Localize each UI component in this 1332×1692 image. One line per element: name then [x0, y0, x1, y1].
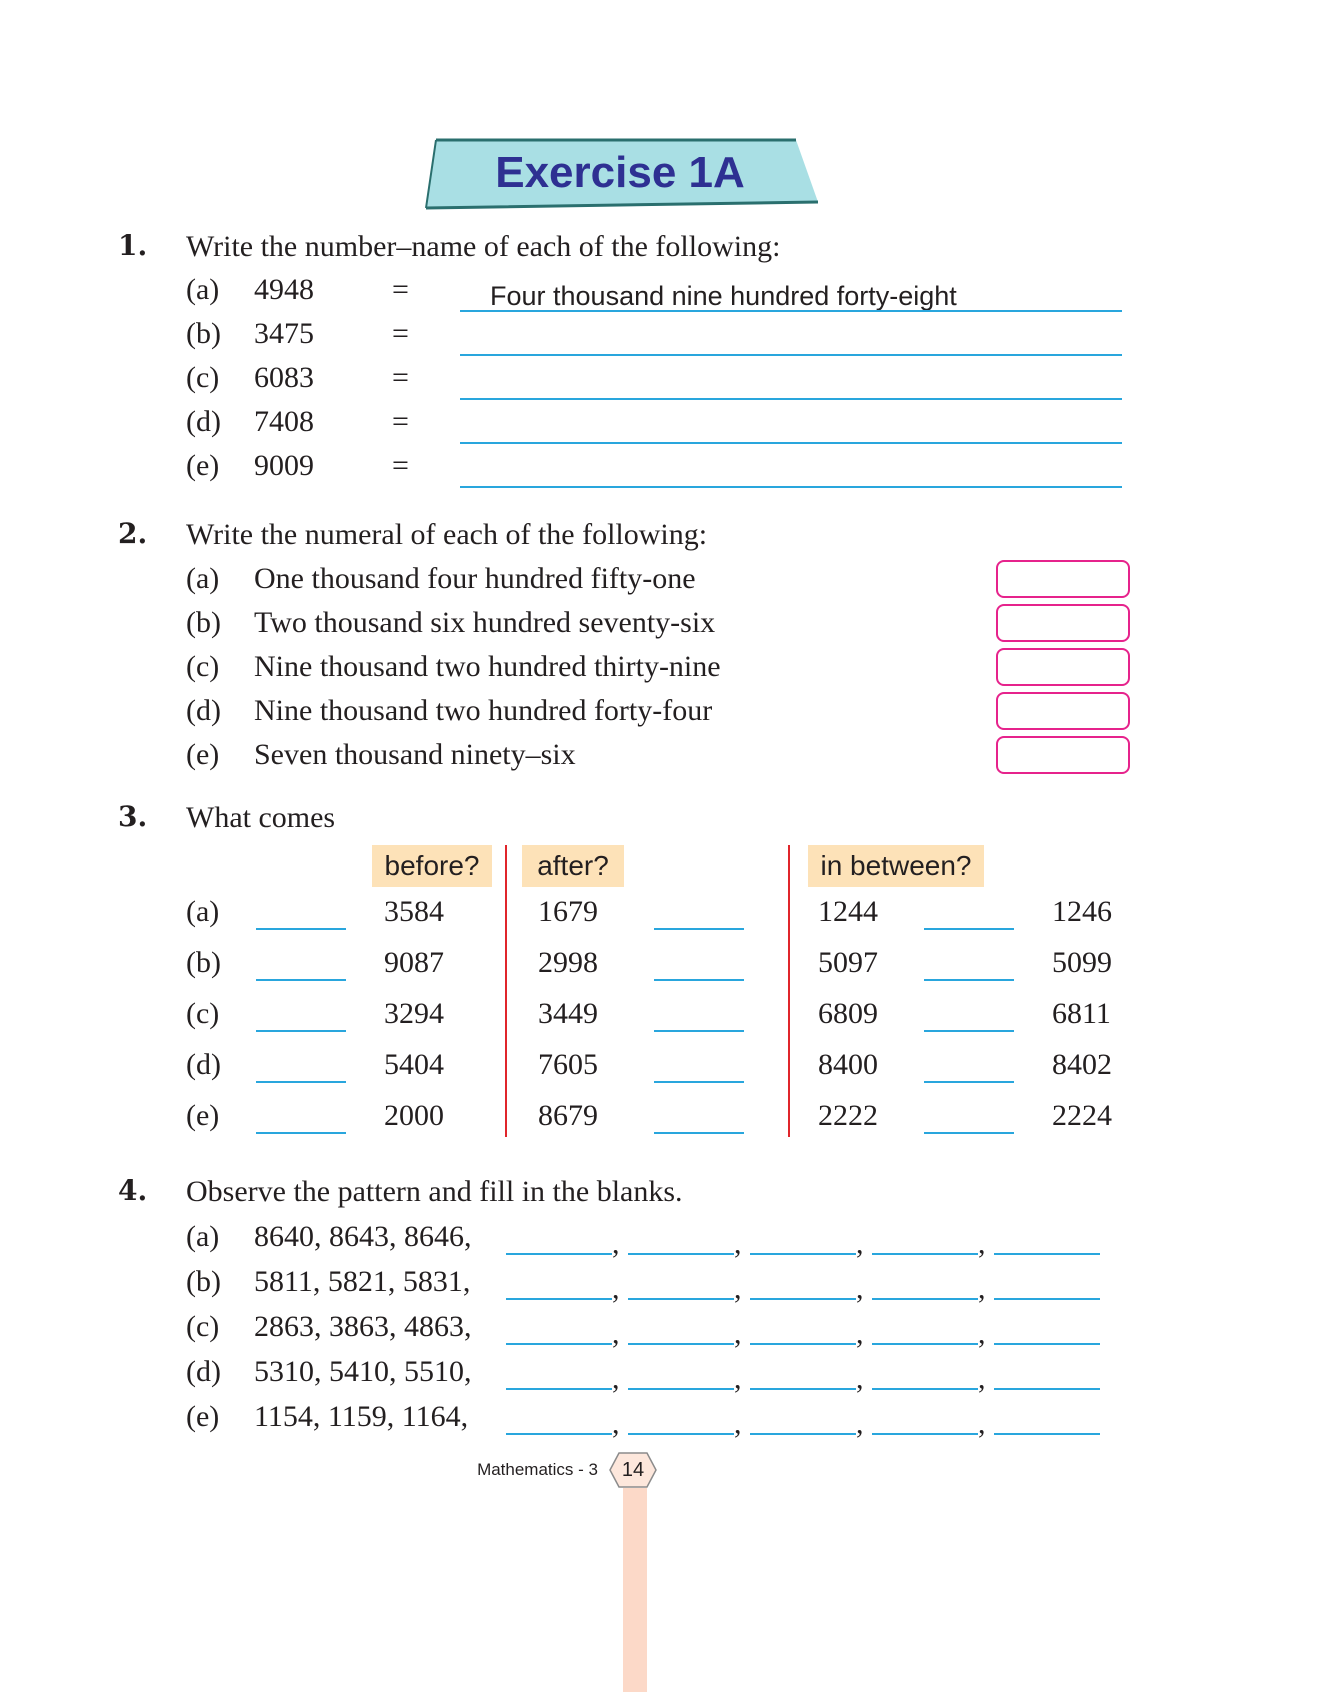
- between-high: 2224: [1052, 1099, 1112, 1132]
- header-before: before?: [372, 845, 492, 887]
- item-label: (b): [186, 606, 221, 639]
- equals-sign: =: [392, 317, 409, 350]
- pattern-blank[interactable]: [628, 1343, 734, 1345]
- comma: ,: [978, 1362, 986, 1395]
- item-number: 3475: [254, 317, 314, 350]
- question-number: 1.: [118, 229, 148, 262]
- question-instruction: Observe the pattern and fill in the blanks.: [186, 1175, 683, 1208]
- after-number: 1679: [538, 895, 598, 928]
- pattern-blank[interactable]: [628, 1298, 734, 1300]
- item-label: (c): [186, 1310, 220, 1343]
- item-label: (e): [186, 1400, 220, 1433]
- answer-box[interactable]: [996, 736, 1130, 774]
- item-text: One thousand four hundred fifty-one: [254, 562, 696, 595]
- between-high: 6811: [1052, 997, 1111, 1030]
- pattern-blank[interactable]: [750, 1298, 856, 1300]
- pattern-blank[interactable]: [994, 1433, 1100, 1435]
- page-tab-strip: [623, 1488, 647, 1692]
- before-blank[interactable]: [256, 979, 346, 981]
- comma: ,: [612, 1317, 620, 1350]
- item-label: (d): [186, 1355, 221, 1388]
- comma: ,: [856, 1362, 864, 1395]
- pattern-blank[interactable]: [750, 1433, 856, 1435]
- pattern-blank[interactable]: [872, 1433, 978, 1435]
- item-label: (a): [186, 1220, 220, 1253]
- comma: ,: [978, 1227, 986, 1260]
- item-text: Two thousand six hundred seventy-six: [254, 606, 716, 639]
- answer-text: Four thousand nine hundred forty-eight: [490, 281, 957, 311]
- item-number: 4948: [254, 273, 314, 306]
- equals-sign: =: [392, 449, 409, 482]
- column-divider: [788, 845, 790, 1137]
- item-number: 6083: [254, 361, 314, 394]
- sequence-text: 5310, 5410, 5510,: [254, 1355, 472, 1388]
- between-blank[interactable]: [924, 1132, 1014, 1134]
- pattern-blank[interactable]: [994, 1298, 1100, 1300]
- item-label: (c): [186, 650, 220, 683]
- pattern-blank[interactable]: [872, 1298, 978, 1300]
- sequence-text: 5811, 5821, 5831,: [254, 1265, 471, 1298]
- between-blank[interactable]: [924, 1081, 1014, 1083]
- after-number: 3449: [538, 997, 598, 1030]
- before-blank[interactable]: [256, 1081, 346, 1083]
- before-blank[interactable]: [256, 1030, 346, 1032]
- answer-line[interactable]: [460, 486, 1122, 488]
- comma: ,: [856, 1272, 864, 1305]
- before-number: 5404: [384, 1048, 444, 1081]
- pattern-blank[interactable]: [506, 1253, 612, 1255]
- pattern-blank[interactable]: [872, 1388, 978, 1390]
- header-between: in between?: [808, 845, 984, 887]
- pattern-blank[interactable]: [872, 1253, 978, 1255]
- question-instruction: Write the numeral of each of the following:: [186, 518, 708, 551]
- sequence-text: 2863, 3863, 4863,: [254, 1310, 472, 1343]
- answer-box[interactable]: [996, 560, 1130, 598]
- between-high: 8402: [1052, 1048, 1112, 1081]
- between-blank[interactable]: [924, 1030, 1014, 1032]
- comma: ,: [734, 1407, 742, 1440]
- before-number: 3294: [384, 997, 444, 1030]
- comma: ,: [856, 1227, 864, 1260]
- after-blank[interactable]: [654, 979, 744, 981]
- question-number: 3.: [118, 800, 148, 833]
- pattern-blank[interactable]: [628, 1388, 734, 1390]
- item-label: (b): [186, 317, 221, 350]
- page-title: Exercise 1A: [495, 148, 745, 197]
- between-low: 2222: [818, 1099, 878, 1132]
- header-after: after?: [522, 845, 624, 887]
- item-number: 7408: [254, 405, 314, 438]
- after-number: 2998: [538, 946, 598, 979]
- sequence-text: 8640, 8643, 8646,: [254, 1220, 472, 1253]
- pattern-blank[interactable]: [750, 1343, 856, 1345]
- answer-line[interactable]: [460, 310, 1122, 312]
- comma: ,: [734, 1317, 742, 1350]
- comma: ,: [978, 1272, 986, 1305]
- item-text: Seven thousand ninety–six: [254, 738, 576, 771]
- pattern-blank[interactable]: [506, 1388, 612, 1390]
- before-blank[interactable]: [256, 1132, 346, 1134]
- equals-sign: =: [392, 405, 409, 438]
- between-low: 6809: [818, 997, 878, 1030]
- item-label: (a): [186, 273, 220, 306]
- pattern-blank[interactable]: [628, 1433, 734, 1435]
- answer-line[interactable]: [460, 442, 1122, 444]
- before-number: 9087: [384, 946, 444, 979]
- item-number: 9009: [254, 449, 314, 482]
- question-instruction: Write the number–name of each of the following:: [186, 230, 781, 263]
- pattern-blank[interactable]: [994, 1253, 1100, 1255]
- comma: ,: [612, 1407, 620, 1440]
- book-title: Mathematics - 3: [477, 1460, 598, 1479]
- before-number: 2000: [384, 1099, 444, 1132]
- after-blank[interactable]: [654, 1030, 744, 1032]
- between-high: 5099: [1052, 946, 1112, 979]
- item-label: (b): [186, 1265, 221, 1298]
- answer-line[interactable]: [460, 354, 1122, 356]
- between-low: 1244: [818, 895, 878, 928]
- item-label: (b): [186, 946, 221, 979]
- item-label: (d): [186, 694, 221, 727]
- comma: ,: [978, 1407, 986, 1440]
- comma: ,: [856, 1407, 864, 1440]
- item-label: (a): [186, 562, 220, 595]
- comma: ,: [612, 1227, 620, 1260]
- pattern-blank[interactable]: [506, 1298, 612, 1300]
- comma: ,: [612, 1362, 620, 1395]
- pattern-blank[interactable]: [750, 1388, 856, 1390]
- item-label: (e): [186, 1099, 220, 1132]
- pattern-blank[interactable]: [994, 1343, 1100, 1345]
- after-blank[interactable]: [654, 928, 744, 930]
- equals-sign: =: [392, 273, 409, 306]
- item-label: (d): [186, 405, 221, 438]
- item-label: (a): [186, 895, 220, 928]
- item-text: Nine thousand two hundred thirty-nine: [254, 650, 721, 683]
- question-number: 2.: [118, 517, 148, 550]
- item-label: (c): [186, 997, 220, 1030]
- comma: ,: [978, 1317, 986, 1350]
- item-label: (d): [186, 1048, 221, 1081]
- before-number: 3584: [384, 895, 444, 928]
- pattern-blank[interactable]: [872, 1343, 978, 1345]
- pattern-blank[interactable]: [628, 1253, 734, 1255]
- pattern-blank[interactable]: [750, 1253, 856, 1255]
- between-blank[interactable]: [924, 979, 1014, 981]
- between-low: 8400: [818, 1048, 878, 1081]
- before-blank[interactable]: [256, 928, 346, 930]
- answer-line[interactable]: [460, 398, 1122, 400]
- item-label: (e): [186, 449, 220, 482]
- after-number: 8679: [538, 1099, 598, 1132]
- comma: ,: [734, 1227, 742, 1260]
- pattern-blank[interactable]: [506, 1433, 612, 1435]
- comma: ,: [734, 1272, 742, 1305]
- pattern-blank[interactable]: [506, 1343, 612, 1345]
- item-label: (c): [186, 361, 220, 394]
- after-blank[interactable]: [654, 1132, 744, 1134]
- between-low: 5097: [818, 946, 878, 979]
- comma: ,: [734, 1362, 742, 1395]
- question-instruction: What comes: [186, 801, 336, 834]
- item-label: (e): [186, 738, 220, 771]
- item-text: Nine thousand two hundred forty-four: [254, 694, 713, 727]
- equals-sign: =: [392, 361, 409, 394]
- question-number: 4.: [118, 1174, 148, 1207]
- answer-box[interactable]: [996, 648, 1130, 686]
- after-blank[interactable]: [654, 1081, 744, 1083]
- answer-box[interactable]: [996, 604, 1130, 642]
- between-blank[interactable]: [924, 928, 1014, 930]
- answer-box[interactable]: [996, 692, 1130, 730]
- pattern-blank[interactable]: [994, 1388, 1100, 1390]
- comma: ,: [856, 1317, 864, 1350]
- sequence-text: 1154, 1159, 1164,: [254, 1400, 469, 1433]
- column-divider: [505, 845, 507, 1137]
- between-high: 1246: [1052, 895, 1112, 928]
- page-number: 14: [621, 1459, 645, 1481]
- after-number: 7605: [538, 1048, 598, 1081]
- comma: ,: [612, 1272, 620, 1305]
